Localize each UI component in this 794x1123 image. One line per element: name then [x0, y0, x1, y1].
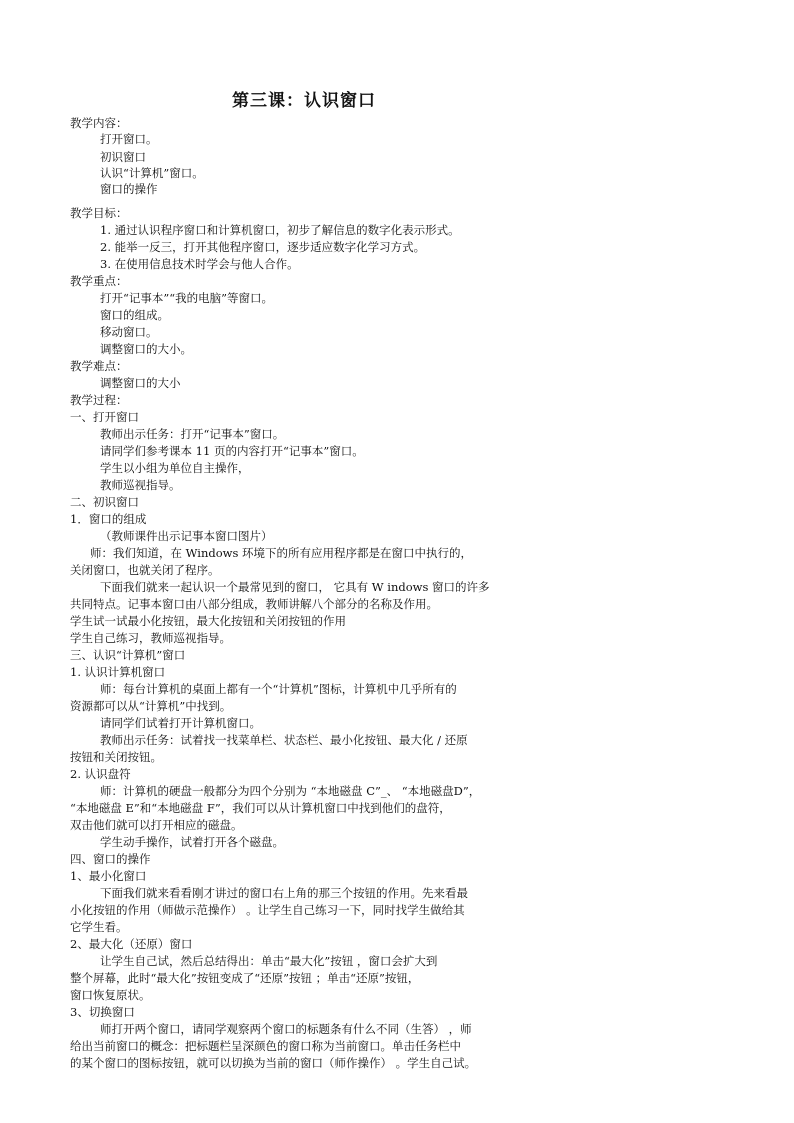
text-line: 小化按钮的作用（师做示范操作） 。让学生自己练习一下，同时找学生做给其 [70, 903, 465, 917]
text-line: 双击他们就可以打开相应的磁盘。 [70, 818, 243, 832]
text-line: 初识窗口 [100, 150, 146, 164]
text-line: 2. 能举一反三，打开其他程序窗口，逐步适应数字化学习方式。 [100, 240, 426, 254]
text-line: 窗口的组成。 [100, 308, 169, 322]
text-line: 让学生自己试，然后总结得出：单击“最大化”按钮 ，窗口会扩大到 [100, 954, 438, 968]
text-line: 调整窗口的大小。 [100, 342, 192, 356]
text-line: 学生动手操作，试着打开各个磁盘。 [100, 835, 284, 849]
text-line: 3. 在使用信息技术时学会与他人合作。 [100, 257, 299, 271]
text-line: 二、初识窗口 [70, 495, 139, 509]
text-line: 教师巡视指导。 [100, 478, 181, 492]
text-line: 教学过程： [70, 393, 128, 407]
text-line: “本地磁盘 E”和“本地磁盘 F”，我们可以从计算机窗口中找到他们的盘符， [70, 801, 451, 815]
text-line: 请同学们试着打开计算机窗口。 [100, 716, 261, 730]
text-line: 1、最小化窗口 [70, 869, 147, 883]
text-line: 资源都可以从“计算机”中找到。 [70, 699, 232, 713]
text-line: （教师课件出示记事本窗口图片） [100, 529, 273, 543]
text-line: 1. 通过认识程序窗口和计算机窗口，初步了解信息的数字化表示形式。 [100, 223, 460, 237]
text-line: 下面我们就来看看刚才讲过的窗口右上角的那三个按钮的作用。先来看最 [100, 886, 468, 900]
text-line: 关闭窗口，也就关闭了程序。 [70, 563, 220, 577]
text-line: 学生自己练习，教师巡视指导。 [70, 631, 231, 645]
text-line: 给出当前窗口的概念：把标题栏呈深颜色的窗口称为当前窗口。单击任务栏中 [70, 1039, 461, 1053]
text-line: 学生以小组为单位自主操作， [100, 461, 250, 475]
text-line: 的某个窗口的图标按钮，就可以切换为当前的窗口（师作操作） 。学生自己试。 [70, 1056, 477, 1070]
text-line: 2、最大化（还原）窗口 [70, 937, 193, 951]
text-line: 教师出示任务：打开“记事本”窗口。 [100, 427, 285, 441]
text-line: 打开“记事本”“我的电脑”等窗口。 [100, 291, 274, 305]
text-line: 共同特点。记事本窗口由八部分组成，教师讲解八个部分的名称及作用。 [70, 597, 438, 611]
text-line: 按钮和关闭按钮。 [70, 750, 162, 764]
text-line: 一、打开窗口 [70, 410, 139, 424]
text-line: 整个屏幕，此时“最大化”按钮变成了“还原”按钮 ；单击“还原”按钮， [70, 971, 420, 985]
text-line: 1．窗口的组成 [70, 512, 147, 526]
lesson-title: 第三课：认识窗口 [232, 91, 376, 111]
text-line: 教学难点： [70, 359, 128, 373]
text-line: 师：每台计算机的桌面上都有一个“计算机”图标，计算机中几乎所有的 [100, 682, 457, 696]
text-line: 请同学们参考课本 11 页的内容打开“记事本”窗口。 [100, 444, 364, 458]
text-line: 教师出示任务：试着找一找菜单栏、状态栏、最小化按钮、最大化 / 还原 [100, 733, 468, 747]
text-line: 教学重点： [70, 274, 128, 288]
text-line: 它学生看。 [70, 920, 128, 934]
text-line: 师打开两个窗口，请同学观察两个窗口的标题条有什么不同（生答） ，师 [100, 1022, 472, 1036]
text-line: 教学目标： [70, 206, 128, 220]
text-line: 1. 认识计算机窗口 [70, 665, 166, 679]
text-line: 2. 认识盘符 [70, 767, 131, 781]
text-line: 学生试一试最小化按钮，最大化按钮和关闭按钮的作用 [70, 614, 346, 628]
text-line: 师：我们知道，在 Windows 环境下的所有应用程序都是在窗口中执行的， [90, 546, 473, 560]
text-line: 认识“计算机”窗口。 [100, 166, 204, 180]
text-line: 三、认识“计算机”窗口 [70, 648, 186, 662]
text-line: 下面我们就来一起认识一个最常见到的窗口， 它具有 W indows 窗口的许多 [100, 580, 490, 594]
text-line: 打开窗口。 [100, 132, 158, 146]
text-line: 师：计算机的硬盘一般都分为四个分别为 “本地磁盘 C”_、 “本地磁盘D”， [100, 784, 481, 798]
text-line: 窗口的操作 [100, 182, 158, 196]
text-line: 窗口恢复原状。 [70, 988, 151, 1002]
text-line: 移动窗口。 [100, 325, 158, 339]
text-line: 调整窗口的大小 [100, 376, 181, 390]
text-line: 教学内容： [70, 116, 128, 130]
text-line: 四、窗口的操作 [70, 852, 151, 866]
text-line: 3、切换窗口 [70, 1005, 135, 1019]
